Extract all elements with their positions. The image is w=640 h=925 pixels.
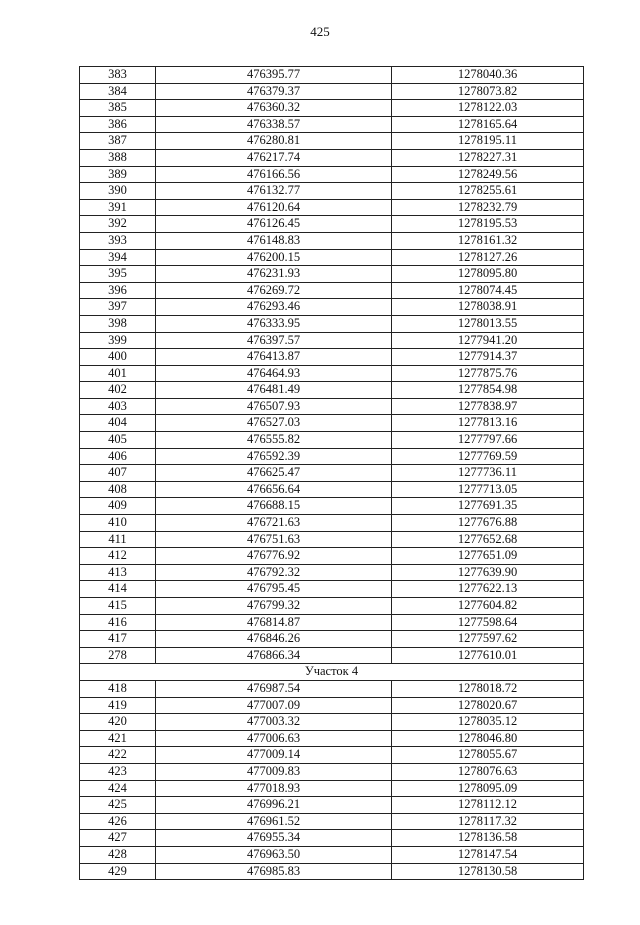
point-number: 399: [80, 332, 156, 349]
coord-x: 476656.64: [156, 481, 392, 498]
table-row: [80, 631, 584, 648]
coord-y: 1278147.54: [392, 846, 584, 863]
table-row: [80, 398, 584, 415]
coord-x: 476132.77: [156, 183, 392, 200]
coord-y: 1277813.16: [392, 415, 584, 432]
coord-y: 1277597.62: [392, 631, 584, 648]
coord-x: 476395.77: [156, 67, 392, 84]
point-number: 401: [80, 365, 156, 382]
point-number: 398: [80, 315, 156, 332]
coord-y: 1277676.88: [392, 515, 584, 532]
point-number: 426: [80, 813, 156, 830]
coord-y: 1277941.20: [392, 332, 584, 349]
coord-x: 476120.64: [156, 199, 392, 216]
coord-x: 477009.14: [156, 747, 392, 764]
point-number: 406: [80, 448, 156, 465]
coord-x: 476527.03: [156, 415, 392, 432]
table-row: [80, 863, 584, 880]
point-number: 420: [80, 714, 156, 731]
coord-y: 1277691.35: [392, 498, 584, 515]
table-row: [80, 465, 584, 482]
point-number: 411: [80, 531, 156, 548]
point-number: 424: [80, 780, 156, 797]
coord-y: 1277610.01: [392, 647, 584, 664]
coord-x: 476592.39: [156, 448, 392, 465]
coord-x: 476126.45: [156, 216, 392, 233]
point-number: 410: [80, 515, 156, 532]
coordinates-table-body-part-b: [80, 680, 584, 879]
point-number: 423: [80, 763, 156, 780]
coord-x: 476846.26: [156, 631, 392, 648]
table-row: [80, 531, 584, 548]
coord-y: 1278020.67: [392, 697, 584, 714]
point-number: 417: [80, 631, 156, 648]
table-row: [80, 697, 584, 714]
page-number: 425: [310, 24, 330, 39]
coord-y: 1278038.91: [392, 299, 584, 316]
point-number: 413: [80, 564, 156, 581]
table-row: [80, 149, 584, 166]
table-row: [80, 166, 584, 183]
section-title: Участок 4: [80, 664, 584, 681]
table-row: [80, 830, 584, 847]
coord-y: 1278073.82: [392, 83, 584, 100]
table-row: [80, 249, 584, 266]
point-number: 414: [80, 581, 156, 598]
table-row: [80, 647, 584, 664]
coord-x: 477009.83: [156, 763, 392, 780]
table-row: [80, 432, 584, 449]
point-number: 409: [80, 498, 156, 515]
coordinates-table: [79, 66, 584, 880]
coord-x: 476269.72: [156, 282, 392, 299]
point-number: 396: [80, 282, 156, 299]
coord-x: 476751.63: [156, 531, 392, 548]
coord-y: 1278127.26: [392, 249, 584, 266]
coord-y: 1278122.03: [392, 100, 584, 117]
coord-x: 476996.21: [156, 797, 392, 814]
point-number: 400: [80, 349, 156, 366]
table-row: [80, 498, 584, 515]
coord-x: 476481.49: [156, 382, 392, 399]
coord-x: 476360.32: [156, 100, 392, 117]
coord-y: 1278136.58: [392, 830, 584, 847]
point-number: 421: [80, 730, 156, 747]
point-number: 394: [80, 249, 156, 266]
coord-x: 477018.93: [156, 780, 392, 797]
table-row: [80, 763, 584, 780]
point-number: 386: [80, 116, 156, 133]
table-row: [80, 581, 584, 598]
table-row: [80, 100, 584, 117]
table-row: [80, 680, 584, 697]
coord-y: 1278095.09: [392, 780, 584, 797]
point-number: 389: [80, 166, 156, 183]
coord-y: 1278232.79: [392, 199, 584, 216]
point-number: 427: [80, 830, 156, 847]
coord-x: 476792.32: [156, 564, 392, 581]
table-row: [80, 266, 584, 283]
point-number: 278: [80, 647, 156, 664]
table-row: [80, 598, 584, 615]
table-row: [80, 282, 584, 299]
coord-y: 1277914.37: [392, 349, 584, 366]
section-header-group: [80, 664, 584, 681]
table-row: [80, 780, 584, 797]
coord-x: 476166.56: [156, 166, 392, 183]
table-row: [80, 67, 584, 84]
coord-y: 1277736.11: [392, 465, 584, 482]
point-number: 383: [80, 67, 156, 84]
coord-y: 1278165.64: [392, 116, 584, 133]
coord-y: 1278195.11: [392, 133, 584, 150]
table-row: [80, 315, 584, 332]
coord-y: 1277652.68: [392, 531, 584, 548]
coord-y: 1278055.67: [392, 747, 584, 764]
point-number: 422: [80, 747, 156, 764]
point-number: 385: [80, 100, 156, 117]
coord-y: 1277598.64: [392, 614, 584, 631]
coord-y: 1278227.31: [392, 149, 584, 166]
coord-y: 1278130.58: [392, 863, 584, 880]
point-number: 387: [80, 133, 156, 150]
coord-y: 1277713.05: [392, 481, 584, 498]
table-row: [80, 564, 584, 581]
coord-x: 476987.54: [156, 680, 392, 697]
coord-y: 1278195.53: [392, 216, 584, 233]
table-row: [80, 232, 584, 249]
coord-x: 476148.83: [156, 232, 392, 249]
coord-x: 476963.50: [156, 846, 392, 863]
coord-y: 1278095.80: [392, 266, 584, 283]
table-row: [80, 116, 584, 133]
point-number: 408: [80, 481, 156, 498]
point-number: 403: [80, 398, 156, 415]
table-row: [80, 813, 584, 830]
coord-x: 476814.87: [156, 614, 392, 631]
coord-x: 477007.09: [156, 697, 392, 714]
point-number: 388: [80, 149, 156, 166]
coord-y: 1278013.55: [392, 315, 584, 332]
coord-y: 1277769.59: [392, 448, 584, 465]
coord-x: 476280.81: [156, 133, 392, 150]
point-number: 397: [80, 299, 156, 316]
point-number: 429: [80, 863, 156, 880]
coord-y: 1278035.12: [392, 714, 584, 731]
table-row: [80, 747, 584, 764]
table-row: [80, 365, 584, 382]
coord-x: 477006.63: [156, 730, 392, 747]
coord-x: 476688.15: [156, 498, 392, 515]
point-number: 402: [80, 382, 156, 399]
coord-y: 1278076.63: [392, 763, 584, 780]
table-row: [80, 133, 584, 150]
table-row: [80, 548, 584, 565]
table-row: [80, 183, 584, 200]
coord-y: 1278046.80: [392, 730, 584, 747]
coord-y: 1277604.82: [392, 598, 584, 615]
table-row: [80, 216, 584, 233]
point-number: 392: [80, 216, 156, 233]
coord-x: 476625.47: [156, 465, 392, 482]
table-row: [80, 714, 584, 731]
table-row: [80, 299, 584, 316]
table-row: [80, 730, 584, 747]
point-number: 407: [80, 465, 156, 482]
coord-y: 1277875.76: [392, 365, 584, 382]
coord-x: 476338.57: [156, 116, 392, 133]
point-number: 425: [80, 797, 156, 814]
coord-x: 476333.95: [156, 315, 392, 332]
coord-y: 1278112.12: [392, 797, 584, 814]
coord-y: 1278255.61: [392, 183, 584, 200]
table-row: [80, 332, 584, 349]
coord-x: 476776.92: [156, 548, 392, 565]
coord-x: 477003.32: [156, 714, 392, 731]
coord-x: 476955.34: [156, 830, 392, 847]
table-row: [80, 797, 584, 814]
coord-x: 476507.93: [156, 398, 392, 415]
coord-y: 1277797.66: [392, 432, 584, 449]
table-row: [80, 349, 584, 366]
point-number: 416: [80, 614, 156, 631]
point-number: 418: [80, 680, 156, 697]
coord-y: 1278018.72: [392, 680, 584, 697]
point-number: 404: [80, 415, 156, 432]
coord-y: 1277838.97: [392, 398, 584, 415]
coord-x: 476413.87: [156, 349, 392, 366]
table-row: [80, 382, 584, 399]
coord-x: 476985.83: [156, 863, 392, 880]
point-number: 384: [80, 83, 156, 100]
section-header-row: [80, 664, 584, 681]
coord-y: 1277651.09: [392, 548, 584, 565]
table-row: [80, 199, 584, 216]
table-row: [80, 614, 584, 631]
table-row: [80, 481, 584, 498]
point-number: 412: [80, 548, 156, 565]
coord-y: 1278040.36: [392, 67, 584, 84]
coord-x: 476231.93: [156, 266, 392, 283]
coord-x: 476795.45: [156, 581, 392, 598]
point-number: 405: [80, 432, 156, 449]
table-row: [80, 415, 584, 432]
point-number: 391: [80, 199, 156, 216]
coord-y: 1277854.98: [392, 382, 584, 399]
coord-x: 476799.32: [156, 598, 392, 615]
coord-x: 476379.37: [156, 83, 392, 100]
coord-y: 1277639.90: [392, 564, 584, 581]
point-number: 395: [80, 266, 156, 283]
point-number: 419: [80, 697, 156, 714]
coord-x: 476464.93: [156, 365, 392, 382]
coord-x: 476555.82: [156, 432, 392, 449]
coord-y: 1278249.56: [392, 166, 584, 183]
point-number: 428: [80, 846, 156, 863]
coord-y: 1278117.32: [392, 813, 584, 830]
table-row: [80, 448, 584, 465]
coord-x: 476293.46: [156, 299, 392, 316]
point-number: 393: [80, 232, 156, 249]
coord-x: 476721.63: [156, 515, 392, 532]
point-number: 415: [80, 598, 156, 615]
coord-x: 476200.15: [156, 249, 392, 266]
coord-y: 1278161.32: [392, 232, 584, 249]
table-row: [80, 515, 584, 532]
table-row: [80, 83, 584, 100]
coord-x: 476217.74: [156, 149, 392, 166]
coord-y: 1278074.45: [392, 282, 584, 299]
coord-x: 476866.34: [156, 647, 392, 664]
table-row: [80, 846, 584, 863]
coordinates-table-body-part-a: [80, 67, 584, 664]
coord-y: 1277622.13: [392, 581, 584, 598]
point-number: 390: [80, 183, 156, 200]
coord-x: 476397.57: [156, 332, 392, 349]
coord-x: 476961.52: [156, 813, 392, 830]
